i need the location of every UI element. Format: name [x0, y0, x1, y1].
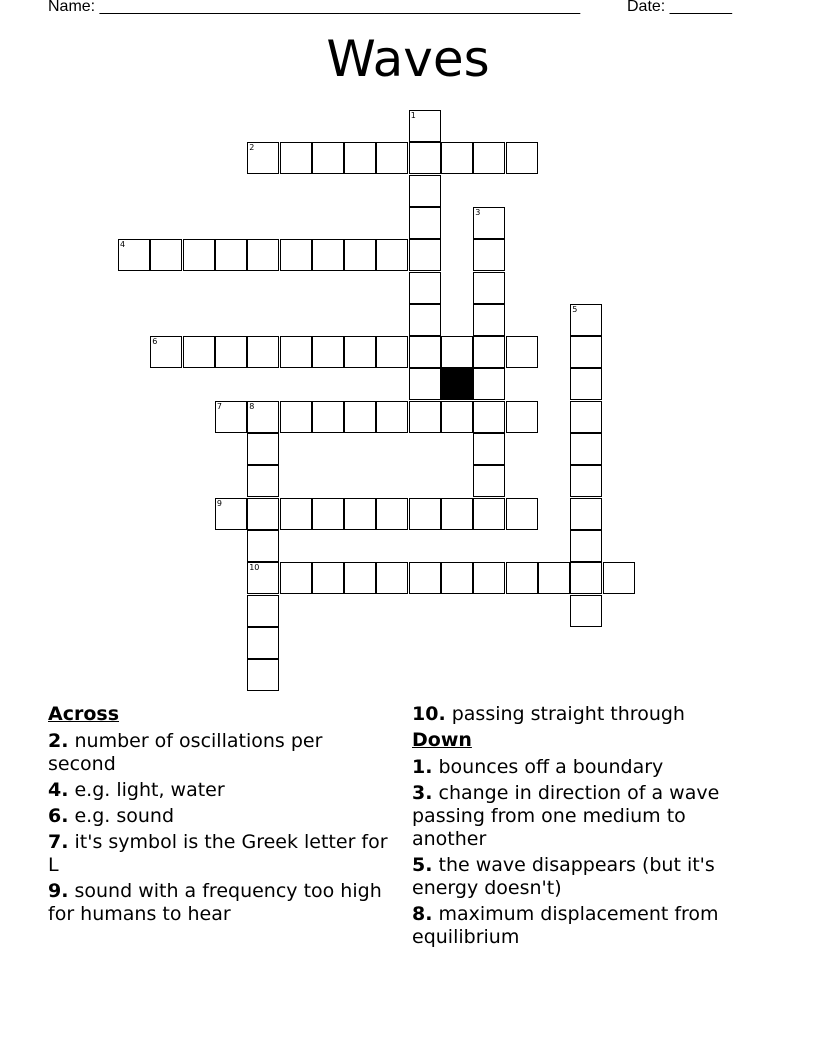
crossword-cell[interactable]	[312, 336, 344, 368]
crossword-cell[interactable]	[506, 401, 538, 433]
crossword-cell[interactable]	[376, 142, 408, 174]
crossword-cell[interactable]	[441, 401, 473, 433]
crossword-cell[interactable]	[409, 142, 441, 174]
crossword-cell[interactable]	[344, 562, 376, 594]
crossword-cell[interactable]	[441, 336, 473, 368]
clue-number: 7	[216, 401, 222, 411]
clue-item	[412, 782, 762, 851]
crossword-cell[interactable]	[409, 562, 441, 594]
clue-item	[48, 831, 388, 877]
crossword-cell[interactable]	[183, 239, 215, 271]
crossword-cell[interactable]	[247, 465, 279, 497]
crossword-cell[interactable]	[473, 465, 505, 497]
crossword-cell[interactable]	[280, 239, 312, 271]
crossword-cell[interactable]	[570, 562, 602, 594]
clue-number: 3	[475, 207, 481, 217]
crossword-cell[interactable]	[118, 239, 150, 271]
crossword-cell[interactable]	[344, 142, 376, 174]
clue-item	[412, 903, 762, 949]
clue-item	[412, 703, 762, 726]
crossword-cell[interactable]	[409, 175, 441, 207]
clue-num: 4.	[48, 779, 69, 801]
crossword-cell[interactable]	[570, 530, 602, 562]
across-heading: Across	[48, 703, 120, 725]
crossword-cell[interactable]	[280, 401, 312, 433]
page-title: Waves	[326, 30, 490, 88]
clue-num: 9.	[48, 880, 69, 902]
crossword-cell[interactable]	[473, 498, 505, 530]
crossword-cell[interactable]	[247, 239, 279, 271]
clue-num: 6.	[48, 805, 69, 827]
crossword-cell[interactable]	[538, 562, 570, 594]
crossword-cell[interactable]	[344, 239, 376, 271]
crossword-cell[interactable]	[570, 595, 602, 627]
black-cell	[441, 368, 473, 400]
down-clue-list	[412, 756, 762, 949]
clue-number: 8	[249, 401, 255, 411]
crossword-cell[interactable]	[409, 498, 441, 530]
crossword-cell[interactable]	[570, 401, 602, 433]
crossword-cell[interactable]	[312, 142, 344, 174]
crossword-cell[interactable]	[506, 562, 538, 594]
clue-num: 2.	[48, 730, 69, 752]
crossword-cell[interactable]	[280, 562, 312, 594]
clue-num: 3.	[412, 782, 433, 804]
crossword-cell[interactable]	[150, 239, 182, 271]
clue-text: e.g. light, water	[68, 779, 225, 801]
clue-text: maximum displacement from equilibrium	[412, 903, 719, 948]
crossword-cell[interactable]	[312, 562, 344, 594]
crossword-cell[interactable]	[344, 401, 376, 433]
crossword-cell[interactable]	[247, 401, 279, 433]
crossword-cell[interactable]	[247, 142, 279, 174]
clue-text: bounces off a boundary	[432, 756, 664, 778]
crossword-cell[interactable]	[312, 498, 344, 530]
crossword-cell[interactable]	[570, 433, 602, 465]
crossword-cell[interactable]	[409, 401, 441, 433]
crossword-cell[interactable]	[280, 336, 312, 368]
clue-number: 10	[249, 563, 260, 573]
clue-text: the wave disappears (but it's energy doesn't)	[412, 854, 715, 899]
name-field[interactable]: Name: ______________________________________________________	[48, 0, 581, 15]
crossword-cell[interactable]	[247, 498, 279, 530]
crossword-cell[interactable]	[247, 336, 279, 368]
crossword-cell[interactable]	[409, 304, 441, 336]
clue-text: change in direction of a wave passing from one medium to another	[412, 782, 720, 850]
crossword-cell[interactable]	[473, 336, 505, 368]
crossword-cell[interactable]	[441, 562, 473, 594]
crossword-cell[interactable]	[247, 595, 279, 627]
crossword-cell[interactable]	[376, 562, 408, 594]
date-field[interactable]: Date: _______	[627, 0, 732, 15]
clue-text: it's symbol is the Greek letter for L	[48, 831, 388, 876]
clue-number: 6	[152, 337, 158, 347]
crossword-cell[interactable]	[506, 336, 538, 368]
down-heading: Down	[412, 729, 472, 751]
crossword-cell[interactable]	[473, 433, 505, 465]
crossword-cell[interactable]	[280, 498, 312, 530]
crossword-cell[interactable]	[409, 110, 441, 142]
crossword-cell[interactable]	[473, 401, 505, 433]
clue-item	[412, 756, 762, 779]
clue-text: e.g. sound	[68, 805, 175, 827]
crossword-cell[interactable]	[473, 272, 505, 304]
crossword-cell[interactable]	[473, 239, 505, 271]
crossword-cell[interactable]	[312, 401, 344, 433]
crossword-cell[interactable]	[570, 304, 602, 336]
clue-item	[48, 805, 388, 828]
crossword-cell[interactable]	[506, 142, 538, 174]
crossword-cell[interactable]	[215, 239, 247, 271]
clue-number: 1	[410, 111, 416, 120]
crossword-cell[interactable]	[344, 336, 376, 368]
clue-number: 5	[572, 304, 578, 314]
clues-right-column	[412, 703, 762, 952]
clue-num: 10.	[412, 703, 446, 725]
clue-number: 2	[249, 143, 255, 153]
clue-num: 1.	[412, 756, 433, 778]
crossword-cell[interactable]	[409, 336, 441, 368]
crossword-cell[interactable]	[409, 239, 441, 271]
crossword-cell[interactable]	[150, 336, 182, 368]
crossword-cell[interactable]	[312, 239, 344, 271]
crossword-cell[interactable]	[215, 401, 247, 433]
clue-number: 9	[216, 498, 222, 508]
clue-number: 4	[120, 240, 126, 250]
crossword-cell[interactable]	[247, 530, 279, 562]
crossword-cell[interactable]	[247, 659, 279, 691]
clue-item	[48, 880, 388, 926]
crossword-cell[interactable]	[247, 562, 279, 594]
crossword-cell[interactable]	[473, 368, 505, 400]
crossword-cell[interactable]	[215, 336, 247, 368]
crossword-cell[interactable]	[570, 465, 602, 497]
crossword-cell[interactable]	[570, 498, 602, 530]
crossword-cell[interactable]	[441, 498, 473, 530]
across-clue-list	[48, 730, 388, 926]
clue-item	[412, 854, 762, 900]
clue-text: sound with a frequency too high for humans to hear	[48, 880, 382, 925]
crossword-cell[interactable]	[376, 498, 408, 530]
crossword-cell[interactable]	[183, 336, 215, 368]
crossword-cell[interactable]	[409, 368, 441, 400]
crossword-cell[interactable]	[570, 368, 602, 400]
crossword-cell[interactable]	[280, 142, 312, 174]
crossword-cell[interactable]	[215, 498, 247, 530]
crossword-cell[interactable]	[376, 336, 408, 368]
clue-item	[48, 730, 388, 776]
clue-num: 5.	[412, 854, 433, 876]
crossword-cell[interactable]	[376, 401, 408, 433]
crossword-cell[interactable]	[473, 304, 505, 336]
crossword-cell[interactable]	[247, 627, 279, 659]
crossword-cell[interactable]	[473, 207, 505, 239]
clue-item	[48, 779, 388, 802]
crossword-cell[interactable]	[409, 207, 441, 239]
clue-text: number of oscillations per second	[48, 730, 323, 775]
clue-num: 8.	[412, 903, 433, 925]
crossword-cell[interactable]	[441, 142, 473, 174]
crossword-cell[interactable]	[473, 562, 505, 594]
crossword-cell[interactable]	[506, 498, 538, 530]
crossword-cell[interactable]	[603, 562, 635, 594]
crossword-cell[interactable]	[473, 142, 505, 174]
crossword-cell[interactable]	[376, 239, 408, 271]
crossword-cell[interactable]	[570, 336, 602, 368]
crossword-cell[interactable]	[344, 498, 376, 530]
clue-num: 7.	[48, 831, 69, 853]
across-clue-list-continued	[412, 703, 762, 726]
clue-text: passing straight through	[445, 703, 685, 725]
crossword-cell[interactable]	[409, 272, 441, 304]
crossword-cell[interactable]	[247, 433, 279, 465]
clues-left-column	[48, 703, 388, 929]
